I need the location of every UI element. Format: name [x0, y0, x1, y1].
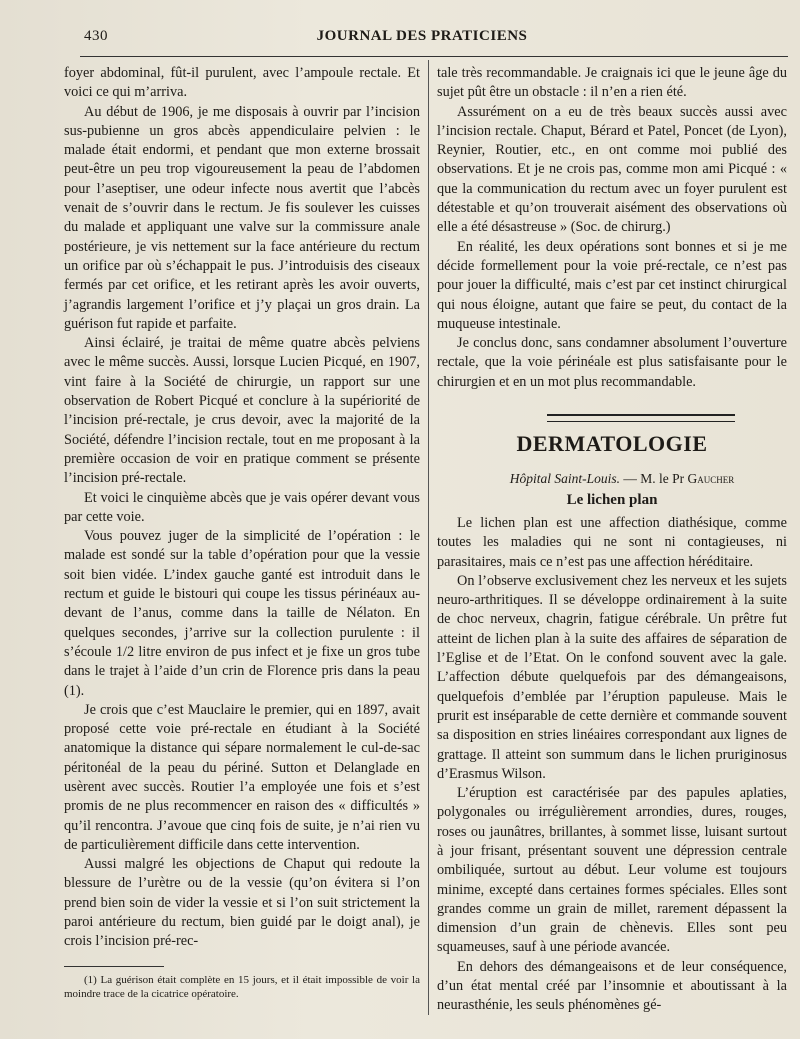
- paragraph: En réalité, les deux opérations sont bonnes et si je me décide formellement pour la voie pré-rectale, ce n’est pas pour jouer la difficulté, mais c’est par cet instinct chirurgical qui nous éloigne, autant que faire se peut, du contact de la muqueuse intestinale.: [437, 238, 787, 332]
- hospital-name: Hôpital Saint-Louis.: [509, 471, 620, 487]
- page-number: 430: [84, 28, 108, 44]
- paragraph: tale très recommandable. Je craignais ici que le jeune âge du sujet pût être un obstacle : il n’en a rien été.: [437, 65, 787, 101]
- paragraph: foyer abdominal, fût-il purulent, avec l’ampoule rectale. Et voici ce qui m’arriva.: [64, 65, 420, 101]
- paragraph: On l’observe exclusivement chez les nerveux et les sujets neuro-arthritiques. Il se développe ordinairement à la suite de choc nerveux, chagrin, fatigue cérébrale. Un prêtre fut atteint de lichen plan à la suite des affaires de séparation de l’Eglise et de l’Etat. On le confond souvent avec la gale. L’affection débute quelquefois par des démangeaisons, quelquefois d’emblée par l’éruption papuleuse. Mais le prurit est inséparable de cette dernière et commande souvent sa disposition en stries linéaires correspondant aux lignes de grattage. Il atteint son summum dans le lichen pruriginosus d’Erasmus Wilson.: [437, 572, 787, 782]
- paragraph: Au début de 1906, je me disposais à ouvrir par l’incision sus-pubienne un gros abcès appendiculaire pelvien : le malade était endormi, et pendant que mon externe brossait peut-être un peu trop vigoureusement la peau de l’abdomen pour l’aseptiser, une odeur infecte nous avertit que l’abcès venait de s’ouvrir dans le rectum. Je fis soulever les cuisses du malade et appliquant une valve sur la commissure anale postérieure, je vis nettement sur la face antérieure du rectum un orifice par où s’échappait le pus. J’introduisis des ciseaux fermés par cet orifice, et les retirant après les avoir ouverts, j’agrandis largement l’orifice et j’y plaçai un gros drain. La guérison fut rapide et parfaite.: [64, 103, 420, 332]
- paragraph: En dehors des démangeaisons et de leur conséquence, d’un état mental créé par l’insomnie et aboutissant à la neurasthénie, les seuls phénomènes gé-: [437, 958, 787, 1014]
- author-prefix: — M. le Pr: [623, 471, 685, 487]
- column-divider: [428, 60, 429, 1015]
- byline: [437, 469, 787, 488]
- paragraph: Je crois que c’est Mauclaire le premier, qui en 1897, avait proposé cette voie pré-rectale en étudiant à la Société anatomique la distance qui sépare normalement le cul-de-sac péritonéal de la peau du périné. Sutton et Delanglade en usèrent avec succès. Routier l’a employée une fois et s’est promis de ne plus recommencer en raison des « difficultés » qu’il rencontra. J’avoue que cinq fois de suite, je n’ai rien vu de particulièrement difficile dans cette intervention.: [64, 701, 420, 853]
- header-rule: [80, 56, 788, 57]
- left-column: [64, 64, 420, 1001]
- footnote: (1) La guérison était complète en 15 jours, et il était impossible de voir la moindre trace de la cicatrice opératoire.: [64, 973, 420, 1000]
- section-title: DERMATOLOGIE: [516, 431, 708, 457]
- paragraph: Aussi malgré les objections de Chaput qui redoute la blessure de l’urètre ou de la vessie (qu’on évitera si l’on prend bien soin de vider la vessie et si l’on suit strictement la paroi antérieure du rectum, bien guidé par le doigt anal), je crois l’incision pré-rec-: [64, 856, 420, 950]
- paragraph: Assurément on a eu de très beaux succès aussi avec l’incision rectale. Chaput, Bérard et Patel, Poncet (de Lyon), Reynier, Routier, etc., en ont comme moi publié des observations. Et je ne crois pas, comme mon ami Picqué : « que la communication du rectum avec un foyer purulent est détestable et qu’on trouverait aisément des observations où elle a été désastreuse » (Soc. de chirurg.): [437, 103, 787, 236]
- paragraph: Vous pouvez juger de la simplicité de l’opération : le malade est sondé sur la table d’opération pour que la vessie soit bien vidée. L’index gauche ganté est introduit dans le rectum et guide le bistouri qui coupe les tissus périnéaux au-devant de l’anus, comme dans la taille de Nélaton. En quelques secondes, j’arrive sur la collection purulente : il s’écoule 1/2 litre environ de pus infect et je fixe un gros tube dans le trajet à l’aide d’un crin de Florence pris dans la peau (1).: [64, 528, 420, 699]
- footnote-rule: [64, 966, 164, 967]
- running-head: [62, 28, 782, 48]
- right-column: [437, 64, 787, 1016]
- author-name: Gaucher: [687, 471, 735, 487]
- paragraph: Je conclus donc, sans condamner absolument l’ouverture rectale, que la voie périnéale est plus satisfaisante pour le chirurgien et en un mot plus recommandable.: [437, 335, 787, 390]
- paragraph: L’éruption est caractérisée par des papules aplaties, polygonales ou irrégulièrement arrondies, dures, rouges, roses ou jaunâtres, brillantes, à sommet lisse, luisant surtout à jour frisant, présentant souvent une dépression centrale ombiliquée, surtout au début. Leur volume est toujours minime, excepté dans certaines formes spéciales. Elles sont grandes comme un grain de millet, rarement dépassent la dimension d’un grain de chènevis. Elles sont peu squameuses, sauf à une période avancée.: [437, 785, 787, 956]
- paragraph: Et voici le cinquième abcès que je vais opérer devant vous par cette voie.: [64, 489, 420, 525]
- section-rule: [547, 414, 735, 422]
- article-title: Le lichen plan: [566, 491, 658, 508]
- paragraph: Ainsi éclairé, je traitai de même quatre abcès pelviens avec le même succès. Aussi, lorsque Lucien Picqué, en 1907, vint faire à la Société de chirurgie, un rapport sur une observation de Robert Picqué et conclure à la supériorité de l’incision pré-rectale, je crus devoir, avec la majorité de la Société, défendre l’incision rectale, tout en me proposant à la première occasion de voir en pratique comment se présente l’incision pré-rectale.: [64, 335, 420, 487]
- journal-title: JOURNAL DES PRATICIENS: [316, 28, 528, 44]
- paragraph: Le lichen plan est une affection diathésique, comme toutes les maladies qui ne sont ni contagieuses, ni parasitaires, mais ce n’est pas une affection héréditaire.: [437, 514, 787, 570]
